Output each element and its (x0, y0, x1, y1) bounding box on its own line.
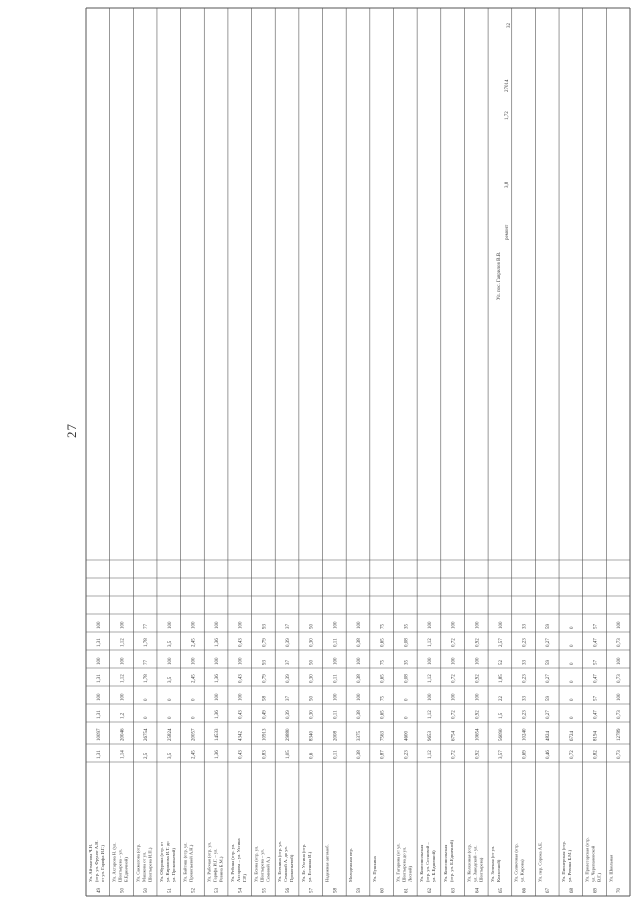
cell-f: 33 (522, 624, 528, 629)
cell-b: 100 (333, 693, 339, 701)
cell-n: 64 (475, 888, 481, 893)
cell-street: Ул. Комсомольская (442, 844, 448, 882)
cell-a: 0,38 (357, 710, 362, 719)
cell-e: 0,47 (593, 638, 599, 647)
cell-street: Ул. Обурина (отр. от (158, 841, 164, 882)
cell-d: 57 (593, 660, 599, 665)
cell-n: 62 (427, 888, 433, 893)
cell-street: Ул. Комсомольская (419, 844, 425, 882)
cell-c: 1,78 (144, 674, 150, 683)
cell-e: 0,11 (333, 638, 339, 647)
cell-area: 10913 (262, 728, 268, 741)
cell-d: 100 (120, 657, 126, 665)
cell-street: Ул. Байтиш (отр. ул. (182, 842, 188, 882)
cell-f: 37 (286, 624, 292, 629)
cell-b: 33 (522, 696, 528, 701)
cell-f: 100 (427, 621, 433, 629)
cell-a: 0,39 (286, 710, 292, 719)
cell-street: от ул. Гарифа И.Г.) (100, 845, 105, 882)
cell-area: 12789 (617, 728, 623, 741)
cell-d: 100 (167, 657, 173, 665)
cell-f: 77 (144, 624, 150, 629)
cell-street: (отр. ул. Сосновой – (425, 842, 431, 882)
cell-f: 75 (380, 624, 386, 629)
cell-c: 0,38 (357, 674, 362, 683)
cell-street: Ул. пер. Сорока А.Е. (537, 841, 543, 882)
cell-e: 0,39 (286, 638, 292, 647)
cell-area: 20057 (191, 728, 197, 741)
cell-d: 100 (475, 657, 481, 665)
cell-f: 0 (569, 626, 575, 629)
cell-c: 0,72 (451, 674, 457, 683)
cell-area: 14533 (215, 728, 221, 741)
cell-area: 8340 (309, 731, 315, 741)
cell-d: 33 (522, 660, 528, 665)
cell-a: 0,92 (475, 710, 481, 719)
cell-c: 0,92 (475, 674, 481, 683)
cell-d: 59 (546, 660, 552, 665)
cell-c: 1,31 (96, 674, 102, 683)
cell-c: 0,47 (593, 674, 599, 683)
cell-n: 68 (569, 888, 575, 893)
cell-len: 1,12 (427, 750, 433, 759)
cell-street: ул. Ревина Б.М.) (567, 849, 573, 882)
cell-n: 49 (96, 888, 102, 893)
cell-a: 1,12 (427, 710, 433, 719)
cell-area: 26754 (144, 728, 150, 741)
cell-area: 4342 (238, 731, 244, 741)
cell-street: Ул. Айтматова Ч.Н. (88, 843, 93, 882)
cell-street: Ул. Рабочая (отр. ул. (206, 841, 212, 882)
cell-street: Шолтырева до ул. (401, 846, 407, 882)
cell-street: Шолтырева – ул. (117, 849, 123, 882)
cell-street: ул. Б.Едничной) (431, 850, 437, 882)
cell-len: 0,46 (546, 750, 552, 759)
cell-area: 10654 (475, 728, 481, 741)
cell-f: 100 (238, 621, 244, 629)
cell-area: 20046 (120, 728, 126, 741)
cell-street: Шолтырева) (478, 857, 484, 882)
cell-street: Шолтырева И.П.) (147, 847, 153, 882)
cell-area: 10240 (522, 728, 528, 741)
cell-area: 2008 (333, 731, 339, 741)
cell-extra-2: 1,72 (505, 111, 510, 120)
cell-n: 58 (333, 888, 339, 893)
cell-area: 8194 (593, 731, 599, 741)
cell-a: 1,5 (498, 712, 504, 719)
cell-street: Надежная автомоб. (324, 844, 330, 882)
cell-street: ул. Есенина И.) (306, 851, 312, 882)
cell-c: 0,65 (380, 674, 386, 683)
cell-area: 7563 (380, 731, 386, 741)
cell-len: 0,11 (333, 750, 339, 759)
cell-e: 0,92 (475, 638, 481, 647)
cell-a: 0,27 (546, 710, 552, 719)
cell-b: 0 (191, 698, 197, 701)
cell-area: 29880 (286, 728, 292, 741)
cell-c: 0,23 (522, 674, 528, 683)
cell-b: 100 (475, 693, 481, 701)
cell-c: 2,45 (191, 674, 197, 683)
cell-a: 0,30 (309, 710, 315, 719)
cell-c: 1,12 (427, 674, 433, 683)
cell-a: 0,43 (238, 710, 244, 719)
cell-c: 1,85 (498, 674, 504, 683)
cell-f: 93 (262, 624, 268, 629)
cell-street: Ул. Ахтарова Н. (ул. (111, 842, 117, 882)
cell-n: 66 (522, 888, 528, 893)
cell-e: 2,57 (498, 638, 504, 647)
cell-n: 63 (451, 888, 457, 893)
cell-b: 58 (262, 696, 268, 701)
cell-b: 0 (167, 698, 173, 701)
cell-e: 0,72 (451, 638, 457, 647)
cell-a: 0 (404, 716, 410, 719)
cell-b: 100 (238, 693, 244, 701)
cell-f: 57 (593, 624, 599, 629)
cell-street: Ул. Сакматова (отр. (135, 843, 141, 882)
cell-street: Б.Едничной) (123, 857, 129, 882)
cell-d: 93 (262, 660, 268, 665)
cell-street: ул. Прокопьевой) (170, 848, 176, 882)
cell-c: 0,39 (286, 674, 292, 683)
cell-c: 3,5 (167, 676, 173, 683)
cell-d: 75 (380, 660, 386, 665)
cell-a: 1,36 (215, 710, 221, 719)
cell-e: 0,27 (546, 638, 552, 647)
cell-len: 0,69 (522, 750, 528, 759)
cell-street: Ул. Пушкина (371, 856, 377, 882)
cell-n: 61 (404, 888, 410, 893)
cell-len: 0,6 (309, 752, 315, 759)
cell-street: Ул. Есина (отр. ул. (253, 845, 259, 882)
cell-len: 0,43 (238, 750, 244, 759)
cell-a: 1,2 (120, 712, 126, 719)
cell-d: 100 (617, 657, 623, 665)
cell-len: 0,92 (475, 750, 481, 759)
page-number: 27 (64, 423, 79, 438)
cell-len: 1,36 (215, 750, 221, 759)
cell-street: Ревина Б.М.) (218, 856, 224, 882)
cell-len: 0,72 (451, 750, 457, 759)
cell-street: Ул. Пионерская (отр. (561, 841, 567, 882)
cell-street: Ул. Школьная (608, 854, 614, 882)
cell-f: 59 (546, 624, 552, 629)
cell-n: 57 (309, 888, 315, 893)
cell-street: Лесной) (407, 865, 413, 882)
cell-area: 25824 (167, 728, 173, 741)
cell-n: 51 (167, 888, 173, 893)
cell-b: 100 (215, 693, 221, 701)
cell-f: 100 (475, 621, 481, 629)
cell-b: 0 (404, 698, 410, 701)
cell-c: 0 (569, 680, 575, 683)
cell-c: 1,36 (215, 674, 221, 683)
cell-street: ул. Черепановской (590, 845, 596, 882)
cell-len: 3,57 (498, 750, 504, 759)
cell-street: Гарифа И.Г. – ул. (212, 848, 218, 882)
cell-n: 56 (286, 888, 292, 893)
cell-f: 100 (167, 621, 173, 629)
cell-b: 75 (380, 696, 386, 701)
cell-d: 100 (191, 657, 197, 665)
cell-n: 69 (593, 888, 599, 893)
cell-n: 50 (120, 888, 126, 893)
cell-b: 100 (427, 693, 433, 701)
cell-c: 0,27 (546, 674, 552, 683)
cell-street: Ул. Колхозная (отр. (466, 844, 472, 882)
cell-d: 77 (144, 660, 150, 665)
cell-f: 100 (617, 621, 623, 629)
cell-b: 37 (286, 696, 292, 701)
cell-n: 54 (238, 888, 244, 893)
cell-f: 100 (498, 621, 504, 629)
cell-d: 37 (286, 660, 292, 665)
cell-d: 52 (498, 660, 504, 665)
cell-street: Прокопьевой А.Н.) (188, 844, 194, 882)
cell-street: Г.Р.) (241, 874, 247, 882)
cell-area: 6754 (451, 731, 457, 741)
cell-c: 0,79 (262, 674, 268, 683)
cell-a: 0,65 (380, 710, 386, 719)
cell-len: 2,5 (144, 752, 150, 759)
cell-area: 3375 (357, 731, 362, 741)
cell-b: 0 (144, 698, 150, 701)
cell-extra-3: 27014 (505, 79, 510, 92)
cell-len: 0,83 (262, 750, 268, 759)
cell-n: 67 (546, 888, 552, 893)
cell-n: 50 (144, 888, 150, 893)
cell-b: 100 (120, 693, 126, 701)
cell-n: 52 (191, 888, 197, 893)
cell-a: 0 (144, 716, 150, 719)
cell-street: Ул. Пролетарская (отр. (584, 837, 590, 882)
cell-street: ул. Кирилова И.Т. до (164, 841, 170, 882)
cell-c: 1,12 (120, 674, 126, 683)
cell-a: 0 (167, 716, 173, 719)
cell-len: 2,45 (191, 750, 197, 759)
cell-e: 0,38 (357, 638, 362, 647)
cell-f: 100 (357, 621, 362, 629)
cell-f: 100 (215, 621, 221, 629)
cell-street: Прокопьевой) (289, 854, 295, 882)
cell-area: 4824 (546, 731, 552, 741)
cell-a: 0,11 (333, 710, 339, 719)
cell-c: 0,73 (617, 674, 623, 683)
cell-a: 0,73 (617, 710, 623, 719)
cell-d: 100 (333, 657, 339, 665)
cell-e: 1,31 (96, 638, 102, 647)
cell-d: 50 (309, 660, 315, 665)
cell-street: Машкова от ул. (141, 851, 147, 882)
cell-len: 3,5 (167, 752, 173, 759)
cell-b: 22 (498, 696, 504, 701)
cell-f: 100 (191, 621, 197, 629)
cell-e: 0,08 (404, 638, 410, 647)
cell-street: ул. Заводской – ул. (472, 845, 478, 882)
cell-len: 1,31 (96, 750, 102, 759)
cell-e: 2,45 (191, 638, 197, 647)
cell-street: Молодежная пер. (348, 848, 354, 882)
cell-street: Ул. Солнечная (отр. (513, 843, 519, 882)
cell-e: 0,30 (309, 638, 315, 647)
cell-b: 100 (357, 693, 362, 701)
cell-a: 0 (569, 716, 575, 719)
cell-f: 100 (451, 621, 457, 629)
cell-extra-4: 32 (507, 23, 512, 28)
cell-a: 0,49 (262, 710, 268, 719)
cell-area: 10097 (96, 728, 102, 741)
cell-e: 3,5 (167, 640, 173, 647)
cell-a: 0,72 (451, 710, 457, 719)
cell-street: (отр. ул. Б.Едничной) (448, 839, 454, 882)
cell-street: (отр. ул. Фрунзе А.Н. (94, 840, 99, 882)
cell-street: ул. Кирова) (519, 859, 525, 882)
cell-n: 70 (617, 888, 623, 893)
cell-street: В.Г.) (596, 872, 602, 882)
cell-e: 0,23 (522, 638, 528, 647)
cell-e: 0,73 (617, 638, 623, 647)
cell-street: Ахтарова – ул. Ухтина (235, 838, 241, 882)
cell-e: 0,79 (262, 638, 268, 647)
cell-len: 1,05 (286, 750, 292, 759)
cell-area: 56090 (498, 728, 504, 741)
cell-d: 0 (569, 662, 575, 665)
cell-b: 100 (451, 693, 457, 701)
cell-b: 100 (96, 693, 102, 701)
cell-e: 1,36 (215, 638, 221, 647)
cell-e: 0,43 (238, 638, 244, 647)
cell-f: 100 (120, 621, 126, 629)
cell-d: 100 (96, 657, 102, 665)
cell-n: 65 (498, 888, 504, 893)
cell-street: Ул. Есенина (отр. ул. (277, 841, 283, 882)
cell-d: 100 (357, 657, 362, 665)
cell-note-2: ремонт (505, 224, 510, 240)
cell-street: Ул. Ребина (отр. ул. (229, 843, 235, 882)
cell-area: 4600 (404, 731, 410, 741)
cell-street: Шолтырева – ул. (259, 849, 265, 882)
cell-n: 60 (380, 888, 386, 893)
cell-c: 0,43 (238, 674, 244, 683)
cell-len: 0,82 (593, 750, 599, 759)
cell-street: Ул. Ег. Ухтина (отр. (300, 843, 306, 882)
cell-b: 59 (546, 696, 552, 701)
cell-area: 9653 (427, 731, 433, 741)
cell-note: Ул. пос. Гаврилов В.В. (497, 251, 502, 300)
cell-c: 0,30 (309, 674, 315, 683)
cell-e: 0,65 (380, 638, 386, 647)
cell-a: 0,47 (593, 710, 599, 719)
cell-len: 0,38 (357, 750, 362, 759)
cell-len: 1,14 (120, 750, 126, 759)
cell-e: 0 (569, 644, 575, 647)
cell-c: 0,11 (333, 674, 339, 683)
cell-e: 1,12 (120, 638, 126, 647)
cell-a: 0,23 (522, 710, 528, 719)
cell-n: 59 (357, 888, 362, 893)
cell-c: 0,08 (404, 674, 410, 683)
cell-d: 35 (404, 660, 410, 665)
cell-d: 100 (238, 657, 244, 665)
cell-street: Семиной А. до ул. (283, 846, 289, 882)
cell-street: Колхозной) (496, 859, 502, 882)
cell-street: Семиной А.) (265, 857, 271, 882)
cell-n: 53 (215, 888, 221, 893)
cell-extra-1: 3,8 (505, 181, 510, 188)
cell-area: 6724 (569, 731, 575, 741)
cell-d: 100 (215, 657, 221, 665)
cell-b: 57 (593, 696, 599, 701)
cell-e: 1,12 (427, 638, 433, 647)
cell-len: 0,87 (380, 750, 386, 759)
cell-street: Ул. Гагарина (от ул. (395, 843, 401, 882)
cell-a: 0 (191, 716, 197, 719)
cell-b: 50 (309, 696, 315, 701)
cell-len: 0,23 (404, 750, 410, 759)
cell-d: 100 (451, 657, 457, 665)
cell-a: 1,31 (96, 710, 102, 719)
cell-b: 100 (617, 693, 623, 701)
cell-n: 55 (262, 888, 268, 893)
cell-street: Ул. Зеленая (от ул. (490, 845, 496, 882)
cell-len: 0,73 (617, 750, 623, 759)
cell-e: 1,78 (144, 638, 150, 647)
cell-d: 100 (427, 657, 433, 665)
cell-b: 0 (569, 698, 575, 701)
cell-len: 0,72 (569, 750, 575, 759)
cell-f: 35 (404, 624, 410, 629)
cell-f: 100 (333, 621, 339, 629)
cell-f: 100 (96, 621, 102, 629)
cell-f: 50 (309, 624, 315, 629)
